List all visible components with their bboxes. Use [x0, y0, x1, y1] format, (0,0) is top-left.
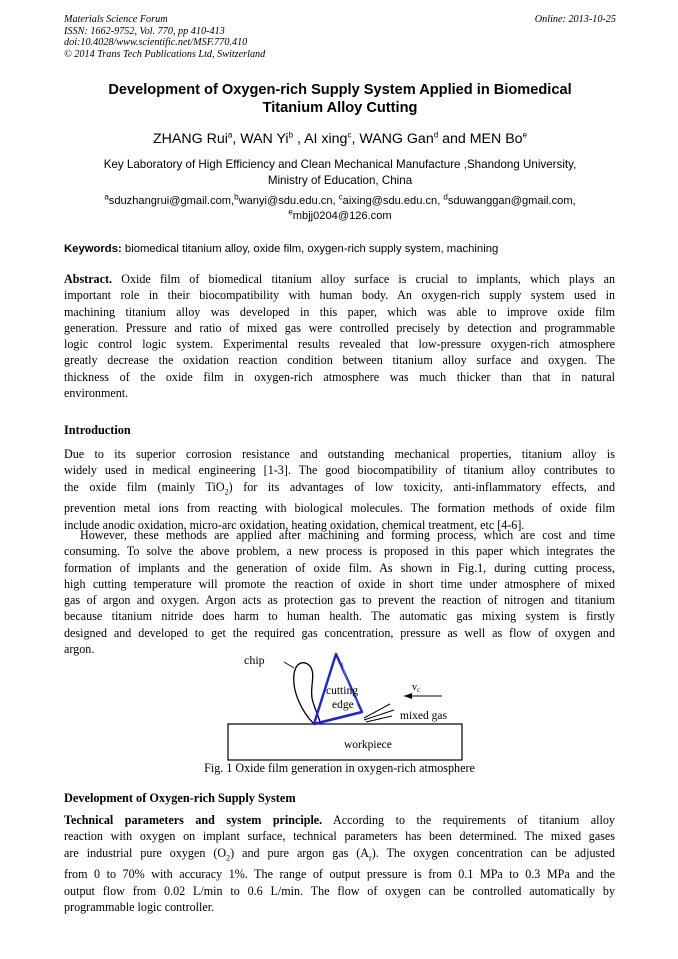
body-line: prevention metal ions from reacting with biological molecules. The formation methods of oxide film	[64, 501, 615, 516]
paragraph-label: Technical parameters and system principle.	[64, 813, 323, 827]
online-date: Online: 2013-10-25	[534, 14, 616, 25]
keywords-label: Keywords:	[64, 243, 122, 255]
body-line: the oxide film (mainly TiO$_2$) for its advantages of low toxicity, anti-inflammatory effects, and	[64, 479, 615, 496]
body-line: consuming. To solve the above problem, a new process is proposed in this paper which integrates the	[64, 544, 615, 559]
body-text: the oxide film (mainly TiO	[64, 479, 225, 494]
author-name: AI xing	[304, 131, 348, 147]
label-chip: chip	[244, 653, 265, 667]
email-sup: b	[234, 192, 239, 202]
email-address[interactable]: sduzhangrui@gmail.com,	[108, 195, 235, 207]
body-line: programmable logic controller.	[64, 899, 215, 914]
author-sup: a	[227, 130, 233, 140]
abstract-line: thickness of the oxide film in oxygen-rich atmosphere was much thicker than that in natural	[64, 369, 615, 384]
copyright-line: © 2014 Trans Tech Publications Ltd, Switzerland	[64, 48, 266, 60]
email-address[interactable]: sduwanggan@gmail.com,	[447, 195, 576, 207]
body-text: According to the requirements of titanium alloy	[333, 813, 615, 827]
figure-1-diagram	[222, 652, 466, 762]
intro-paragraph-2	[64, 527, 615, 657]
author-name: WAN Yi	[240, 131, 289, 147]
email-address[interactable]: wanyi@sdu.edu.cn,	[238, 195, 336, 207]
section-heading-introduction: Introduction	[64, 423, 131, 437]
body-line: However, these methods are applied after machining and forming process, which are cost and time	[80, 528, 615, 542]
abstract-text: Oxide film of biomedical titanium alloy surface is crucial to implants, which plays an	[121, 272, 615, 286]
gas-stream-line	[366, 716, 392, 722]
author-sup: e	[522, 130, 528, 140]
affiliation-line-1: Key Laboratory of High Efficiency and Clean Mechanical Manufacture ,Shandong University,	[103, 158, 577, 171]
body-text: ). The oxygen concentration can be adjusted	[371, 845, 615, 860]
intro-paragraph-1	[64, 446, 615, 533]
figure-1-caption: Fig. 1 Oxide film generation in oxygen-rich atmosphere	[204, 761, 475, 775]
abstract-line: environment.	[64, 386, 129, 401]
body-line: widely used in medical engineering [1-3]. The good biocompatibility of titanium alloy contributes to	[64, 463, 615, 478]
body-line: designed and developed to get the required gas concentration, pressure as well as flow of oxygen and	[64, 625, 615, 640]
email-sup: c	[338, 192, 343, 202]
author-sup: c	[347, 130, 352, 140]
abstract-line: machining titanium alloy was developed in this paper, which was able to improve oxide film	[64, 304, 615, 319]
journal-name: Materials Science Forum	[64, 14, 168, 25]
email-sup: d	[443, 192, 448, 202]
label-mixed-gas: mixed gas	[400, 710, 447, 722]
issn-line: ISSN: 1662-9752, Vol. 770, pp 410-413	[64, 25, 225, 37]
email-sup: a	[104, 192, 109, 202]
running-header	[64, 14, 616, 60]
body-line: from 0 to 70% with accuracy 1%. The range of output pressure is from 0.1 MPa to 0.3 MPa and the	[64, 867, 615, 882]
abstract-line	[64, 271, 615, 287]
body-line: because titanium nitride does harm to human health. The automatic gas mixing system is firstly	[64, 609, 615, 624]
arrow-head-icon	[404, 693, 412, 699]
label-vc-main: v	[412, 682, 417, 693]
body-text: ) and pure argon gas (A	[230, 845, 370, 860]
keywords-text: biomedical titanium alloy, oxide film, oxygen-rich supply system, machining	[124, 243, 499, 255]
body-line: high cutting temperature will promote the reaction of oxide in short time under atmosphere of mixed	[64, 576, 615, 591]
body-line: Due to its superior corrosion resistance and outstanding mechanical properties, titanium alloy is	[64, 447, 615, 461]
author-name: MEN Bo	[469, 131, 523, 147]
email-address[interactable]: mbjj0204@126.com	[292, 210, 392, 222]
abstract	[64, 271, 615, 401]
body-text: ) for its advantages of low toxicity, anti-inflammatory effects, and	[228, 479, 615, 494]
label-cutting: cutting	[326, 685, 358, 697]
label-vc-sub: c	[417, 686, 421, 694]
affiliation-line-2: Ministry of Education, China	[267, 174, 413, 187]
email-address[interactable]: aixing@sdu.edu.cn,	[342, 195, 441, 207]
keywords	[64, 242, 624, 256]
body-text: are industrial pure oxygen (O	[64, 845, 227, 860]
body-line: reaction with oxygen on implant surface, technical parameters has been determined. The mixed gases	[64, 829, 615, 844]
email-list	[64, 194, 616, 224]
author-sup: d	[433, 130, 439, 140]
cutting-edge-line	[314, 712, 362, 724]
body-line	[64, 812, 615, 828]
body-line: argon.	[64, 642, 95, 657]
label-workpiece: workpiece	[344, 739, 392, 751]
chip-leader-line	[284, 662, 294, 668]
abstract-line: generation. Pressure and ratio of mixed gas were controlled precisely by detection and programmable	[64, 320, 615, 335]
section2-paragraph	[64, 812, 615, 915]
author-name: WANG Gan	[359, 131, 434, 147]
email-sup: e	[288, 207, 293, 217]
author-list: ZHANG Rui$^a$, WAN Yi$^b$ , AI xing$^c$, WANG Gan$^d$ and MEN Bo$^e$	[152, 130, 528, 147]
abstract-label: Abstract.	[64, 272, 113, 286]
abstract-line: logic control logic system. Experimental results revealed that low-pressure oxygen-rich atmosphere	[64, 337, 615, 352]
paper-title	[64, 81, 616, 117]
affiliation	[64, 157, 616, 189]
body-line: gas of argon and oxygen. Argon acts as protection gas to prevent the reaction of nitrogen and titanium	[64, 593, 615, 608]
body-line: include anodic oxidation, micro-arc oxidation, heating oxidation, chemical treatment, etc [4-6].	[64, 517, 525, 532]
abstract-line: important role in their biocompatibility with human body. An oxygen-rich supply system used in	[64, 288, 615, 303]
title-line-2: Titanium Alloy Cutting	[262, 100, 418, 116]
section-heading-development: Development of Oxygen-rich Supply System	[64, 791, 296, 805]
body-line: output flow from 0.02 L/min to 0.6 L/min. The flow of oxygen can be controlled automatically by	[64, 883, 615, 898]
doi-line: doi:10.4028/www.scientific.net/MSF.770.410	[64, 37, 248, 48]
author-name: ZHANG Rui	[152, 131, 228, 147]
label-edge: edge	[332, 699, 354, 711]
body-line: are industrial pure oxygen $(O_2)$ and pure argon gas $(A_r)$. The oxygen concentration can be adjusted	[64, 845, 615, 862]
abstract-line: greatly decrease the oxidation reaction condition between titanium alloy surface and oxygen. The	[64, 353, 615, 368]
label-vc	[412, 682, 420, 694]
author-sup: b	[288, 130, 294, 140]
body-line: formation of implants and the generation of oxide film. As shown in Fig.1, during cutting process,	[64, 560, 615, 575]
title-line-1: Development of Oxygen-rich Supply System Applied in Biomedical	[108, 82, 572, 98]
